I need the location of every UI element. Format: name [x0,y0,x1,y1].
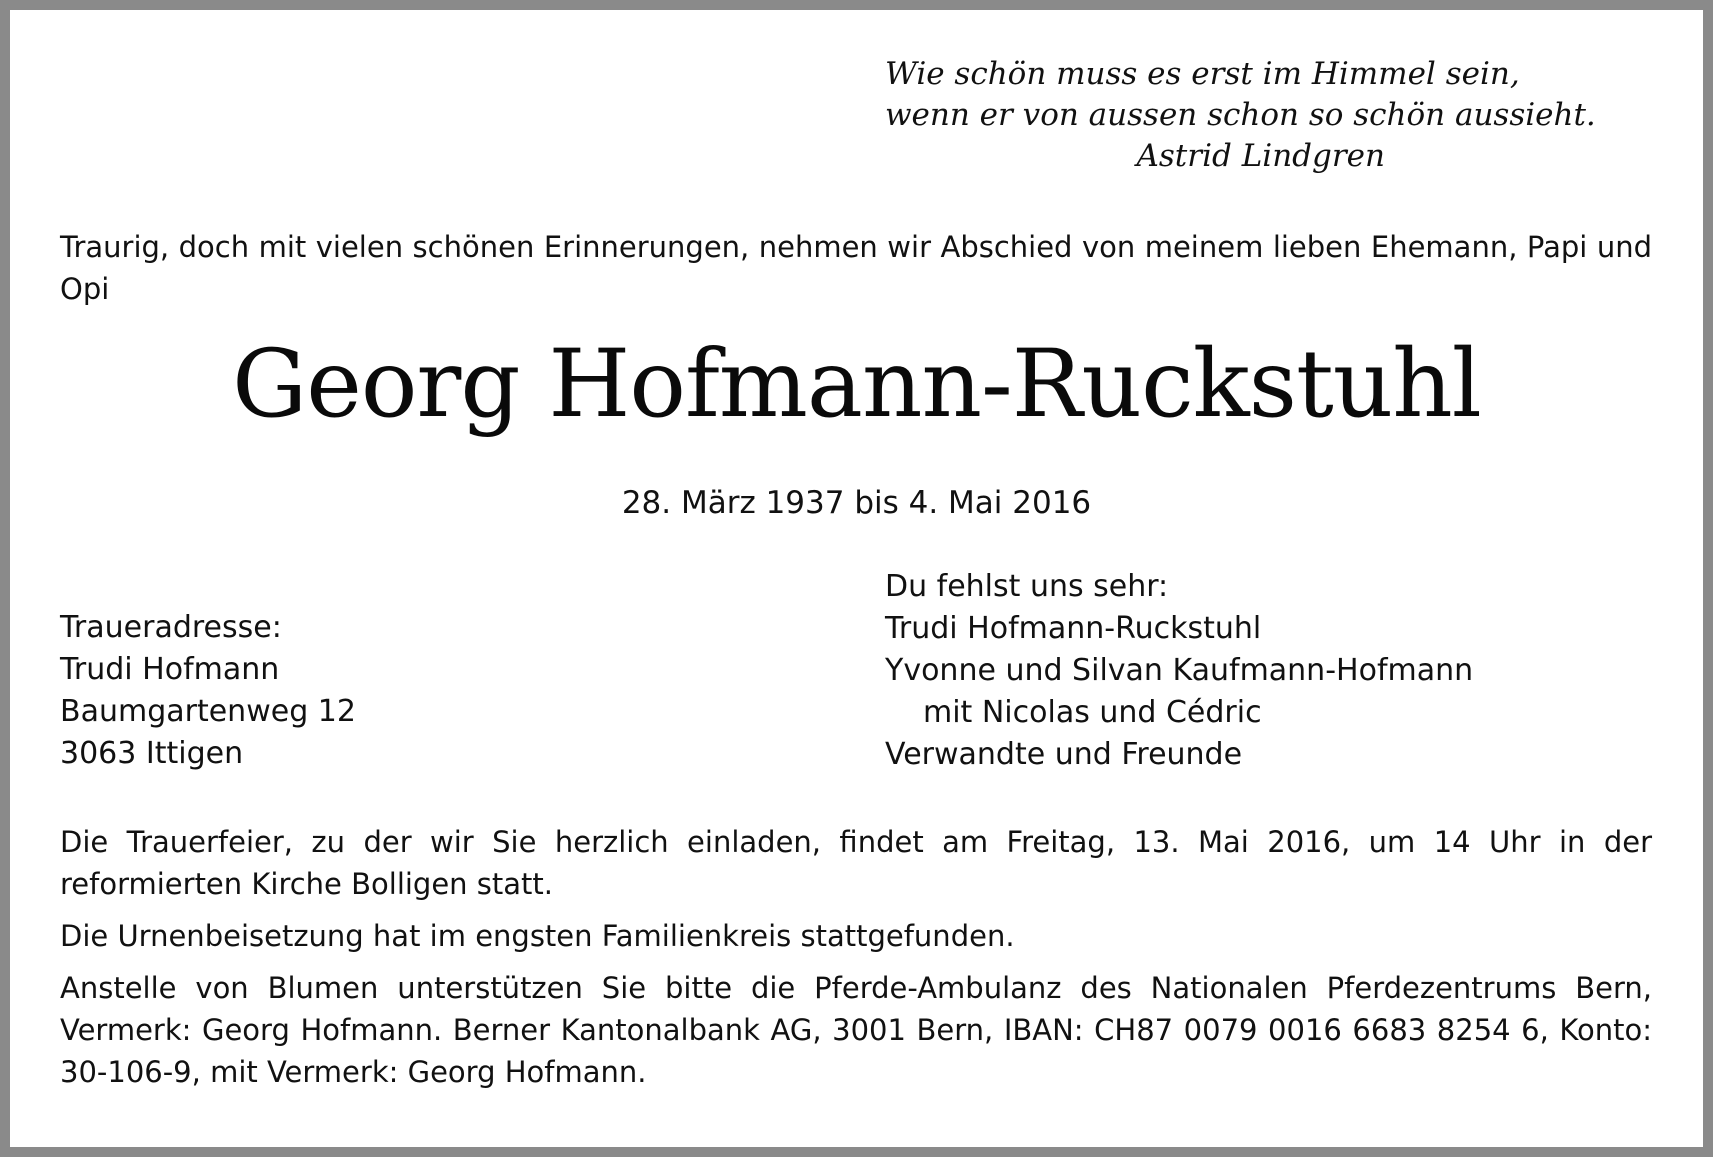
life-dates: 28. März 1937 bis 4. Mai 2016 [621,485,1092,521]
address-city: 3063 Ittigen [60,736,244,771]
notices-section [60,821,1652,1103]
mourner-item: Yvonne und Silvan Kaufmann-Hofmann [885,653,1474,688]
mourners-heading: Du fehlst uns sehr: [885,569,1169,604]
mourner-item: Verwandte und Freunde [885,737,1243,772]
mourner-item: mit Nicolas und Cédric [923,695,1262,730]
quote-line-2: wenn er von aussen schon so schön aussieht. [885,97,1596,133]
address-name: Trudi Hofmann [60,652,280,687]
deceased-name: Georg Hofmann-Ruckstuhl [232,330,1481,439]
obituary-notice [10,10,1703,1147]
mourner-item: Trudi Hofmann-Ruckstuhl [885,611,1262,646]
address-street: Baumgartenweg 12 [60,694,356,729]
mourners-list [885,566,1665,776]
quote-author: Astrid Lindgren [1136,138,1385,174]
donation-notice: Anstelle von Blumen unterstützen Sie bitte die Pferde-Ambulanz des Nationalen Pferdezentrums Bern, Vermerk: Georg Hofmann. Berner Kantonalbank AG, 3001 Bern, IBAN: CH87 0079 0016 6683 8254 6, Konto: 30-106-9, mit Vermerk: Georg Hofmann. [60,971,1652,1089]
mourning-address [60,607,760,775]
urn-notice: Die Urnenbeisetzung hat im engsten Familienkreis stattgefunden. [60,919,1015,953]
ceremony-notice: Die Trauerfeier, zu der wir Sie herzlich einladen, findet am Freitag, 13. Mai 2016, um 14 Uhr in der reformierten Kirche Bolligen statt. [60,825,1652,901]
intro-text: Traurig, doch mit vielen schönen Erinnerungen, nehmen wir Abschied von meinem lieben Ehemann, Papi und Opi [60,230,1652,306]
quote-line-1: Wie schön muss es erst im Himmel sein, [885,56,1520,92]
epigraph-quote [885,54,1596,177]
address-heading: Traueradresse: [60,610,282,645]
